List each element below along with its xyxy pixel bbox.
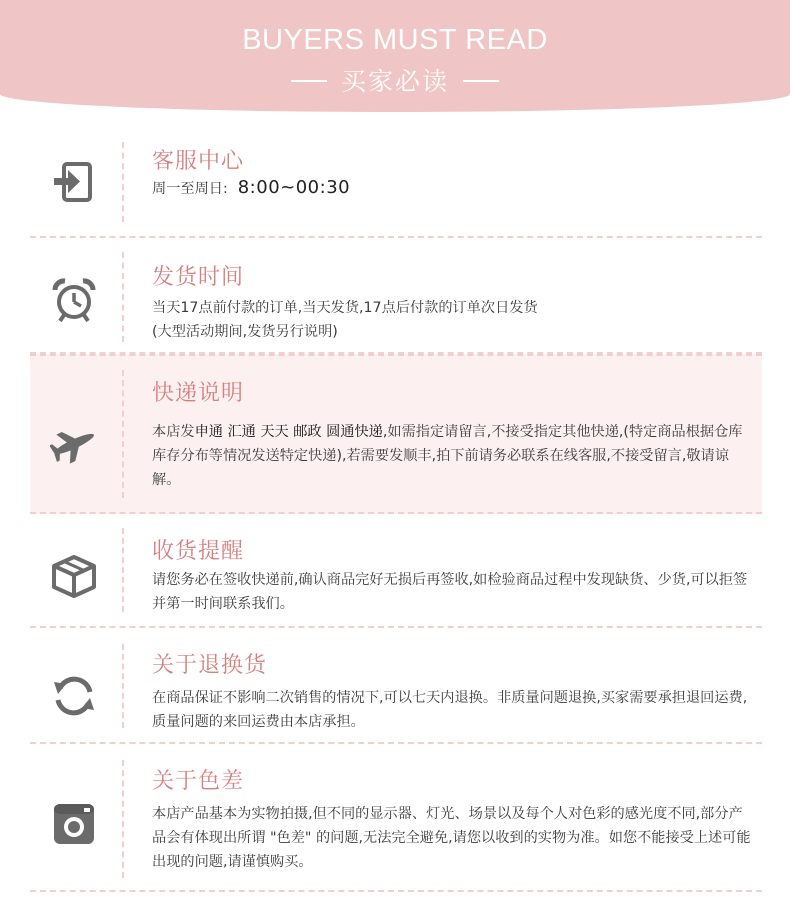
section-title: 发货时间 xyxy=(152,265,245,290)
section-text: 请您务必在签收快递前,确认商品完好无损后再签收,如检验商品过程中发现缺货、少货,可以拒签并第一时间联系我们。 xyxy=(152,572,748,612)
section-returns xyxy=(30,630,762,744)
service-hours-label: 周一至周日: xyxy=(152,181,228,197)
section-receipt-reminder xyxy=(30,514,762,628)
section-courier-info xyxy=(30,354,762,514)
header-title-cn xyxy=(0,62,790,98)
courier-text-before: 本店发 xyxy=(152,424,195,440)
header-title-cn-text: 买家必读 xyxy=(340,67,449,96)
package-icon xyxy=(50,552,98,600)
section-title: 快递说明 xyxy=(152,381,245,406)
shipping-line-2: (大型活动期间,发货另行说明) xyxy=(152,324,338,340)
airplane-icon xyxy=(50,420,98,468)
section-divider-line xyxy=(122,760,124,878)
section-title: 客服中心 xyxy=(152,149,245,174)
header-dash-left xyxy=(291,80,327,82)
section-divider-line xyxy=(122,644,124,728)
courier-carriers: 申通 汇通 天天 邮政 圆通快递 xyxy=(194,424,383,440)
section-color-difference xyxy=(30,746,762,892)
shipping-line-1: 当天17点前付款的订单,当天发货,17点后付款的订单次日发货 xyxy=(152,300,538,316)
section-title: 关于退换货 xyxy=(152,653,268,678)
section-divider-line xyxy=(122,528,124,612)
section-divider-line xyxy=(122,370,124,498)
camera-icon xyxy=(50,800,98,848)
section-customer-service xyxy=(30,126,762,238)
section-shipping-time xyxy=(30,238,762,354)
alarm-clock-icon xyxy=(50,276,98,324)
section-title: 关于色差 xyxy=(152,769,245,794)
service-hours xyxy=(152,176,752,201)
courier-text-after: ,如需指定请留言,不接受指定其他快递,(特定商品根据仓库库存分布等情况发送特定快递),若需要发顺丰,拍下前请务必联系在线客服,不接受留言,敬请谅解。 xyxy=(152,424,743,488)
section-text: 在商品保证不影响二次销售的情况下,可以七天内退换。非质量问题退换,买家需要承担退回运费,质量问题的来回运费由本店承担。 xyxy=(152,690,748,730)
section-text xyxy=(152,420,752,492)
page-header xyxy=(0,0,790,112)
header-title-en: BUYERS MUST READ xyxy=(242,24,548,56)
service-hours-value: 8:00~00:30 xyxy=(237,177,351,198)
section-text xyxy=(152,296,752,344)
exit-icon xyxy=(50,158,98,206)
section-divider-line xyxy=(122,142,124,222)
section-title: 收货提醒 xyxy=(152,539,245,564)
refresh-icon xyxy=(50,672,98,720)
header-dash-right xyxy=(463,80,499,82)
section-text: 本店产品基本为实物拍摄,但不同的显示器、灯光、场景以及每个人对色彩的感光度不同,部分产品会有体现出所谓 "色差" 的问题,无法完全避免,请您以收到的实物为准。如您不能接受上述可能出现的问题,请谨慎购买。 xyxy=(152,806,751,870)
section-divider-line xyxy=(122,252,124,342)
